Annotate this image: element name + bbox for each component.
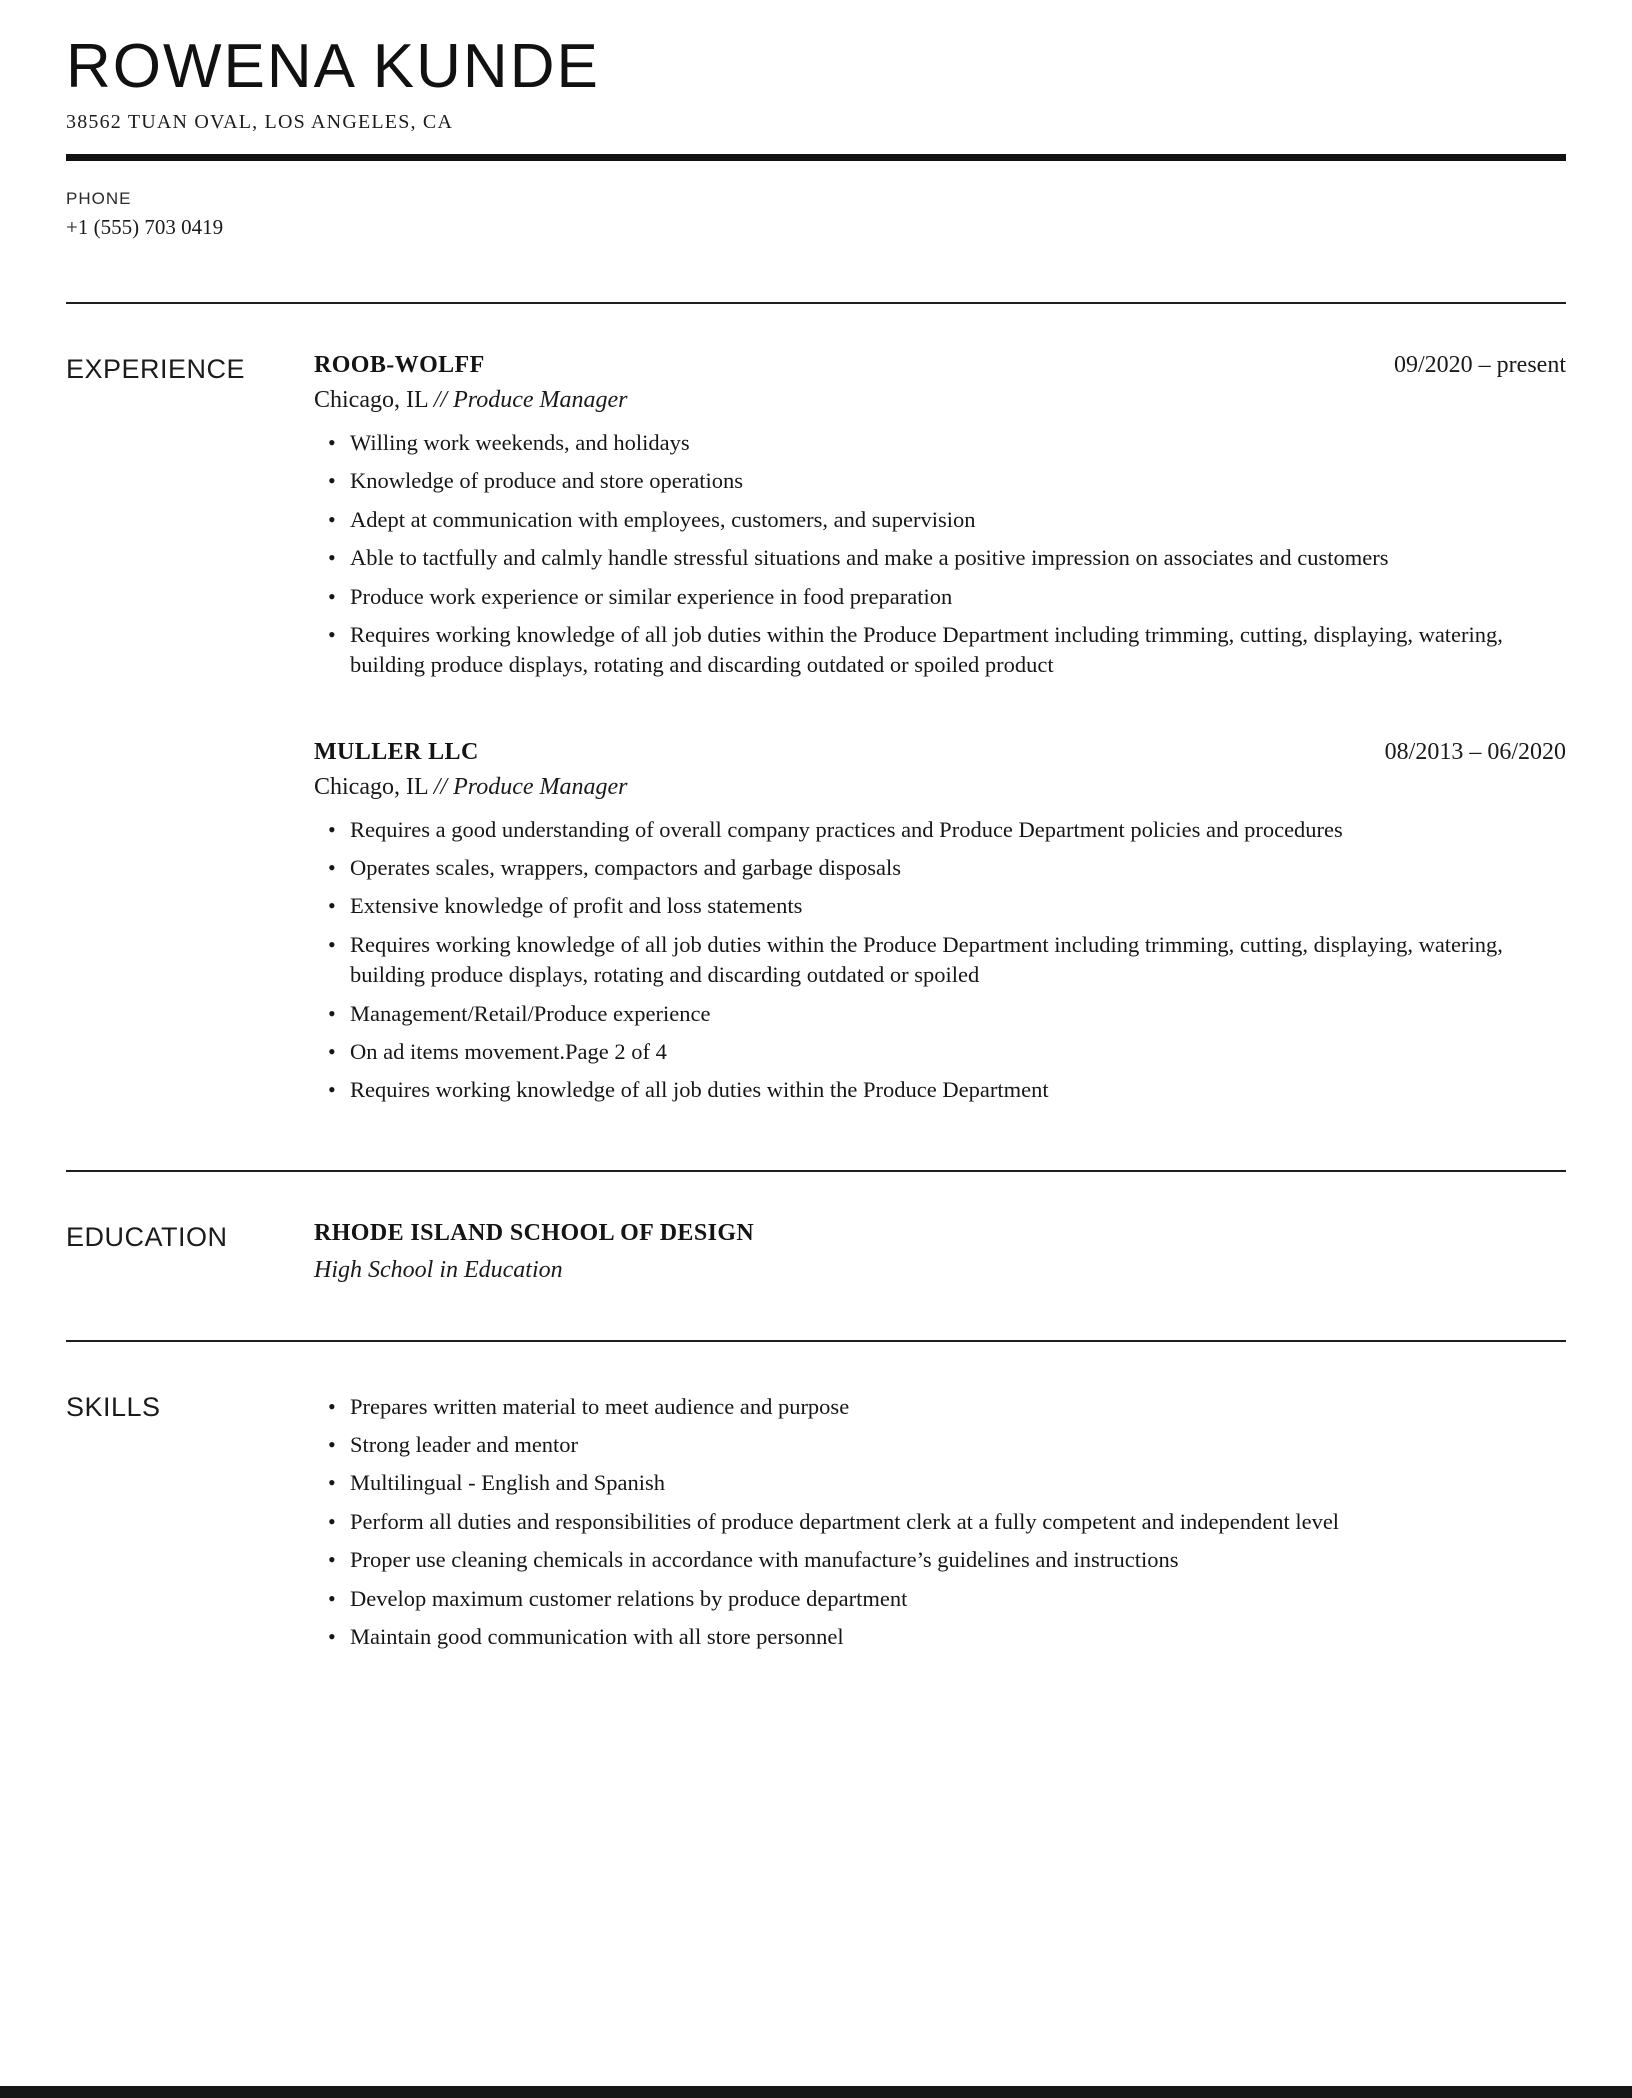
job-company: MULLER LLC	[314, 738, 479, 765]
bullet-item: • Extensive knowledge of profit and loss statements	[314, 891, 1566, 921]
job-head	[314, 739, 1566, 766]
bullet-item: • Multilingual - English and Spanish	[314, 1468, 1566, 1498]
bullet-item: • Requires working knowledge of all job duties within the Produce Department	[314, 1075, 1566, 1105]
job-head	[314, 352, 1566, 379]
bullet-item: • Knowledge of produce and store operations	[314, 466, 1566, 496]
skills-section-content	[314, 1390, 1566, 1661]
section-divider	[66, 1170, 1566, 1172]
phone-number: +1 (555) 703 0419	[66, 215, 224, 240]
candidate-address: 38562 TUAN OVAL, LOS ANGELES, CA	[66, 111, 454, 134]
bullet-item: • Operates scales, wrappers, compactors and garbage disposals	[314, 853, 1566, 883]
job-location: Chicago, IL	[314, 387, 428, 414]
job-role: // Produce Manager	[433, 387, 628, 414]
job-subtitle	[314, 387, 1566, 414]
bullet-item: • Perform all duties and responsibilities of produce department clerk at a fully competent and independent level	[314, 1507, 1566, 1537]
bullet-item: • Willing work weekends, and holidays	[314, 428, 1566, 458]
bullet-item: • Prepares written material to meet audience and purpose	[314, 1392, 1566, 1422]
bullet-item: • Develop maximum customer relations by produce department	[314, 1584, 1566, 1614]
education-section	[66, 1220, 1566, 1284]
bullet-item: • Produce work experience or similar experience in food preparation	[314, 582, 1566, 612]
bullet-item: • Strong leader and mentor	[314, 1430, 1566, 1460]
job-location: Chicago, IL	[314, 773, 428, 800]
resume-header	[66, 34, 1566, 240]
bullet-item: • Adept at communication with employees, customers, and supervision	[314, 505, 1566, 535]
bullet-item: • On ad items movement.Page 2 of 4	[314, 1037, 1566, 1067]
skills-section	[66, 1390, 1566, 1661]
job-bullet-list	[314, 428, 1566, 681]
experience-section-content	[314, 352, 1566, 1114]
education-section-label: EDUCATION	[66, 1221, 228, 1252]
education-degree: High School in Education	[314, 1256, 563, 1283]
phone-label: PHONE	[66, 189, 132, 209]
job-bullet-list	[314, 815, 1566, 1106]
bullet-item: • Proper use cleaning chemicals in accordance with manufacture’s guidelines and instructions	[314, 1545, 1566, 1575]
job-subtitle	[314, 774, 1566, 801]
candidate-name: ROWENA KUNDE	[66, 32, 600, 101]
experience-section-label: EXPERIENCE	[66, 354, 246, 385]
section-divider	[66, 302, 1566, 304]
bullet-item: • Maintain good communication with all store personnel	[314, 1622, 1566, 1652]
bullet-item: • Management/Retail/Produce experience	[314, 999, 1566, 1029]
bullet-item: • Requires a good understanding of overall company practices and Produce Department policies and procedures	[314, 815, 1566, 845]
experience-section	[66, 352, 1566, 1114]
education-school: RHODE ISLAND SCHOOL OF DESIGN	[314, 1219, 755, 1246]
page-bottom-edge	[0, 2086, 1632, 2098]
job-dates: 09/2020 – present	[1394, 352, 1566, 379]
job-dates: 08/2013 – 06/2020	[1384, 738, 1566, 765]
section-divider	[66, 1340, 1566, 1342]
job-entry	[314, 739, 1566, 1106]
bullet-item: • Requires working knowledge of all job duties within the Produce Department including trimming, cutting, displaying, watering, building produce displays, rotating and discarding outdated or spoiled	[314, 930, 1566, 991]
job-role: // Produce Manager	[433, 773, 628, 800]
skills-section-label: SKILLS	[66, 1391, 161, 1422]
skills-bullet-list	[314, 1392, 1566, 1653]
bullet-item: • Able to tactfully and calmly handle stressful situations and make a positive impression on associates and customers	[314, 543, 1566, 573]
bullet-item: • Requires working knowledge of all job duties within the Produce Department including trimming, cutting, displaying, watering, building produce displays, rotating and discarding outdated or spoiled product	[314, 620, 1566, 681]
job-entry	[314, 352, 1566, 681]
job-company: ROOB-WOLFF	[314, 352, 485, 379]
education-section-content	[314, 1220, 1566, 1284]
header-divider	[66, 154, 1566, 161]
